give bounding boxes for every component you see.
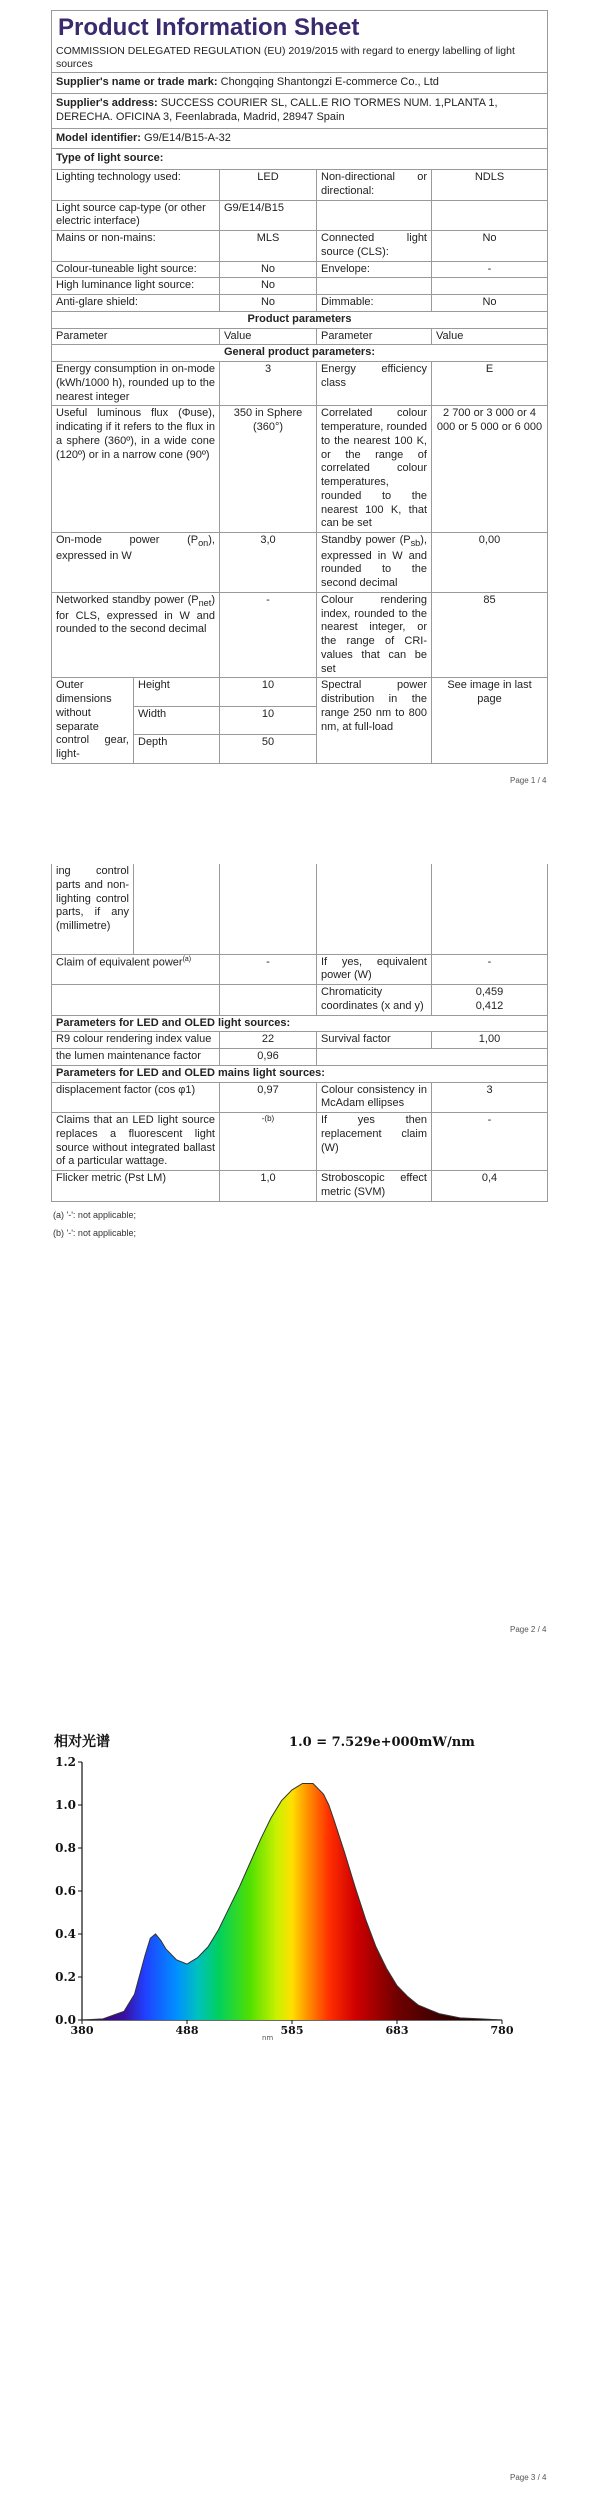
model-label: Model identifier: (56, 131, 141, 144)
cri-label: Colour rendering index, rounded to the nearest integer, or the range of CRI-values that can be set (317, 592, 432, 678)
chroma-y: 0,412 (475, 999, 504, 1012)
supplier-address: SUCCESS COURIER SL, CALL.E RIO TORMES NUM. 1,PLANTA 1, DERECHA. OFICINA 3, Feenlabrada, Madrid, 28947 Spain (56, 97, 498, 123)
on-power-value: 3,0 (220, 533, 317, 593)
y-tick-label: 1.2 (55, 1755, 76, 1769)
standby-label: Standby power $(P_{sb})$, expressed in W and rounded to the second decimal (317, 533, 432, 593)
equiv-label: Claim of equivalent power$^{(a)}$ (52, 954, 220, 985)
flicker-value: 1,0 (220, 1171, 317, 1202)
supplier-name-row (52, 73, 548, 94)
supplier-address-label: Supplier's address: (56, 97, 158, 109)
supplier-name-label: Supplier's name or trade mark: (56, 76, 218, 89)
type-heading: Type of light source: (52, 149, 548, 170)
energy-value: 3 (220, 362, 317, 406)
displacement-label: displacement factor (cos φ1) (52, 1082, 220, 1113)
page-title: Product Information Sheet (52, 11, 548, 45)
mains-heading: Parameters for LED and OLED mains light sources: (52, 1065, 548, 1082)
x-tick-label: 380 (70, 2024, 94, 2037)
page-2 (51, 864, 547, 1202)
x-tick-label: 780 (490, 2024, 514, 2037)
mcadam-label: Colour consistency in McAdam ellipses (317, 1082, 432, 1113)
dimmable-label: Dimmable: (317, 295, 432, 312)
survival-value: 1,00 (432, 1032, 548, 1049)
page-1 (51, 10, 547, 764)
regulation-text: COMMISSION DELEGATED REGULATION (EU) 2019/2015 with regard to energy labelling of light sources (52, 44, 548, 73)
replacement-watt-value: - (432, 1113, 548, 1171)
chart-title: 相对光谱 (54, 1734, 110, 1750)
efficiency-class-value: E (432, 362, 548, 406)
net-standby-label: Networked standby power $(P_{net})$ for CLS, expressed in W and rounded to the second decimal (52, 592, 220, 678)
spectrum-chart (52, 1732, 522, 2044)
spd-value: See image in last page (432, 678, 548, 764)
info-table-page2 (51, 864, 548, 1202)
value-header-2: Value (432, 328, 548, 345)
mains-value: MLS (220, 231, 317, 262)
efficiency-class-label: Energy efficiency class (317, 362, 432, 406)
mains-label: Mains or non-mains: (52, 231, 220, 262)
footnote-a: (a) '-': not applicable; (53, 1210, 136, 1220)
high-lum-value: No (220, 278, 317, 295)
high-lum-label: High luminance light source: (52, 278, 220, 295)
on-power-label: On-mode power $(P_{on})$, expressed in W (52, 533, 220, 593)
product-params-heading: Product parameters (52, 311, 548, 328)
replacement-watt-label: If yes then replacement claim (W) (317, 1113, 432, 1171)
supplier-name: Chongqing Shantongzi E-commerce Co., Ltd (220, 76, 439, 89)
supplier-address-row (52, 94, 548, 129)
replacement-claim-value: -(b) (220, 1113, 317, 1171)
y-tick-label: 1.0 (55, 1798, 76, 1812)
flicker-label: Flicker metric (Pst LM) (52, 1171, 220, 1202)
chroma-value (432, 985, 548, 1016)
footnote-b: (b) '-': not applicable; (53, 1228, 136, 1238)
envelope-label: Envelope: (317, 261, 432, 278)
lighting-tech-value: LED (220, 170, 317, 201)
anti-glare-label: Anti-glare shield: (52, 295, 220, 312)
replacement-claim-label: Claims that an LED light source replaces a fluorescent light source without integrated ballast of a particular wattage. (52, 1113, 220, 1171)
x-tick-label: 585 (280, 2024, 304, 2037)
x-axis-unit: nm (262, 2034, 274, 2042)
general-heading: General product parameters: (52, 345, 548, 362)
lumen-maint-label: the lumen maintenance factor (52, 1049, 220, 1066)
cct-value: 2 700 or 3 000 or 4 000 or 5 000 or 6 000 (432, 406, 548, 533)
directional-value: NDLS (432, 170, 548, 201)
mcadam-value: 3 (432, 1082, 548, 1113)
model-row (52, 128, 548, 149)
cap-type-label: Light source cap-type (or other electric interface) (52, 200, 220, 231)
height-value: 10 (220, 678, 317, 707)
r9-value: 22 (220, 1032, 317, 1049)
model-identifier: G9/E14/B15-A-32 (144, 131, 231, 144)
x-tick-label: 488 (175, 2024, 199, 2037)
value-header: Value (220, 328, 317, 345)
depth-label: Depth (134, 735, 220, 764)
svm-label: Stroboscopic effect metric (SVM) (317, 1171, 432, 1202)
dimmable-value: No (432, 295, 548, 312)
lumen-maint-value: 0,96 (220, 1049, 317, 1066)
y-tick-label: 0.4 (55, 1927, 76, 1941)
width-value: 10 (220, 706, 317, 735)
equiv-power-value: - (432, 954, 548, 985)
svm-value: 0,4 (432, 1171, 548, 1202)
cct-label: Correlated colour temperature, rounded to the nearest 100 K, or the range of correlated colour temperatures, rounded to the nearest 100 K, that can be set (317, 406, 432, 533)
width-label: Width (134, 706, 220, 735)
survival-label: Survival factor (317, 1032, 432, 1049)
cls-value: No (432, 231, 548, 262)
net-standby-value: - (220, 592, 317, 678)
dimensions-label: Outer dimensions without separate control gear, light- (52, 678, 134, 764)
tuneable-value: No (220, 261, 317, 278)
y-tick-label: 0.2 (55, 1970, 76, 1984)
chroma-x: 0,459 (475, 986, 504, 998)
flux-value: 350 in Sphere (360°) (220, 406, 317, 533)
page-number-3: Page 3 / 4 (510, 2473, 547, 2482)
page-number-2: Page 2 / 4 (510, 1625, 547, 1634)
y-tick-label: 0.0 (55, 2013, 76, 2027)
depth-value: 50 (220, 735, 317, 764)
page-number-1: Page 1 / 4 (510, 776, 547, 785)
cap-type-value: G9/E14/B15 (220, 200, 317, 231)
tuneable-label: Colour-tuneable light source: (52, 261, 220, 278)
equiv-power-label: If yes, equivalent power (W) (317, 954, 432, 985)
chart-annotation: 1.0 = 7.529e+000mW/nm (289, 1735, 475, 1750)
height-label: Height (134, 678, 220, 707)
standby-value: 0,00 (432, 533, 548, 593)
lighting-tech-label: Lighting technology used: (52, 170, 220, 201)
envelope-value: - (432, 261, 548, 278)
spectrum-svg (52, 1732, 522, 2044)
param-header-2: Parameter (317, 328, 432, 345)
y-tick-label: 0.6 (55, 1884, 76, 1898)
led-heading: Parameters for LED and OLED light sources: (52, 1015, 548, 1032)
directional-label: Non-directional or directional: (317, 170, 432, 201)
chroma-label: Chromaticity coordinates (x and y) (317, 985, 432, 1016)
anti-glare-value: No (220, 295, 317, 312)
cls-label: Connected light source (CLS): (317, 231, 432, 262)
info-table-page1 (51, 10, 548, 764)
energy-label: Energy consumption in on-mode (kWh/1000 h), rounded up to the nearest integer (52, 362, 220, 406)
y-tick-label: 0.8 (55, 1841, 76, 1855)
displacement-value: 0,97 (220, 1082, 317, 1113)
equiv-value: - (220, 954, 317, 985)
r9-label: R9 colour rendering index value (52, 1032, 220, 1049)
spectrum-fill (82, 1762, 502, 2020)
dimensions-label-cont: ing control parts and non-lighting control parts, if any (millimetre) (52, 864, 134, 954)
cri-value: 85 (432, 592, 548, 678)
spd-label: Spectral power distribution in the range 250 nm to 800 nm, at full-load (317, 678, 432, 764)
x-tick-label: 683 (385, 2024, 409, 2037)
flux-label: Useful luminous flux (Φuse), indicating if it refers to the flux in a sphere (360º), in a wide cone (120º) or in a narrow cone (90º) (52, 406, 220, 533)
param-header: Parameter (52, 328, 220, 345)
